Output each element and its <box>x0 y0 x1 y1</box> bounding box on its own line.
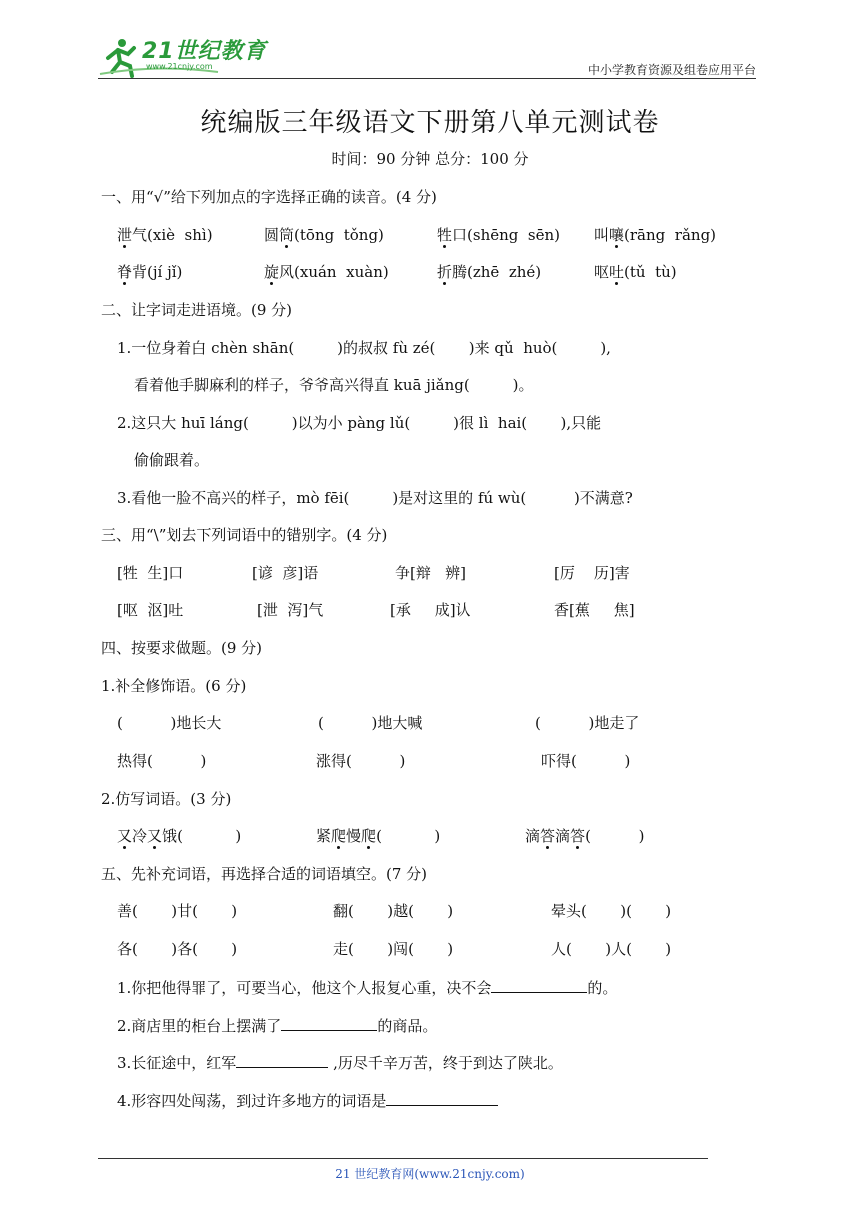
platform-label: 中小学教育资源及组卷应用平台 <box>587 63 756 77</box>
section-4-heading: 四、按要求做题。(9 分) <box>101 639 263 657</box>
logo-url: www.21cnjy.com <box>146 62 213 71</box>
pinyin-item: 叫嚷(rāng rǎng) <box>594 226 717 244</box>
pinyin-item: 泄气(xiè shì) <box>117 226 213 244</box>
sub-question-heading: 1.补全修饰语。(6 分) <box>101 677 247 695</box>
footer-divider <box>98 1158 708 1159</box>
page-title: 统编版三年级语文下册第八单元测试卷 <box>200 108 660 138</box>
question-line: 3.看他一脸不高兴的样子，mò fēi( )是对这里的 fú wù( )不满意? <box>117 489 633 507</box>
pinyin-item: 脊背(jí jǐ) <box>117 263 183 281</box>
fill-sentence: 1.你把他得罪了，可要当心，他这个人报复心重，决不会 的。 <box>117 976 617 998</box>
imitate-item: 紧爬慢爬( ) <box>316 827 441 845</box>
idiom-item: 各( )各( ) <box>117 940 238 958</box>
header-divider <box>98 78 756 79</box>
typo-item: 争[辩 辨] <box>395 564 467 582</box>
fill-item: 热得( ) <box>117 752 207 770</box>
pinyin-item: 呕吐(tǔ tù) <box>594 263 677 281</box>
idiom-item: 善( )甘( ) <box>117 902 238 920</box>
sub-question-heading: 2.仿写词语。(3 分) <box>101 790 232 808</box>
fill-sentence: 2.商店里的柜台上摆满了 的商品。 <box>117 1014 437 1036</box>
question-line: 看着他手脚麻利的样子，爷爷高兴得直 kuā jiǎng( )。 <box>134 376 534 394</box>
typo-item: [牲 生]口 <box>117 564 184 582</box>
fill-item: ( )地走了 <box>535 714 640 732</box>
fill-item: 吓得( ) <box>541 752 631 770</box>
question-line: 偷偷跟着。 <box>134 451 210 469</box>
section-1-heading: 一、用“√”给下列加点的字选择正确的读音。(4 分) <box>101 188 437 206</box>
fill-item: ( )地大喊 <box>318 714 423 732</box>
fill-item: ( )地长大 <box>117 714 222 732</box>
typo-item: [承 成]认 <box>390 601 471 619</box>
section-5-heading: 五、先补充词语，再选择合适的词语填空。(7 分) <box>101 865 428 883</box>
typo-item: [厉 历]害 <box>554 564 630 582</box>
idiom-item: 走( )闯( ) <box>333 940 454 958</box>
fill-sentence: 3.长征途中，红军 ,历尽千辛万苦，终于到达了陕北。 <box>117 1051 563 1073</box>
idiom-item: 晕头( )( ) <box>551 902 672 920</box>
idiom-item: 人( )人( ) <box>551 940 672 958</box>
exam-info: 时间：90 分钟 总分：100 分 <box>331 150 529 168</box>
fill-item: 涨得( ) <box>316 752 406 770</box>
logo-text: 21世纪教育 <box>142 39 267 64</box>
imitate-item: 滴答滴答( ) <box>525 827 645 845</box>
question-line: 1.一位身着白 chèn shān( )的叔叔 fù zé( )来 qǔ huò( ), <box>117 339 611 357</box>
typo-item: [泄 泻]气 <box>257 601 324 619</box>
imitate-item: 又冷又饿( ) <box>117 827 242 845</box>
fill-sentence: 4.形容四处闯荡，到过许多地方的词语是 <box>117 1089 498 1111</box>
typo-item: [呕 沤]吐 <box>117 601 184 619</box>
question-line: 2.这只大 huī láng( )以为小 pàng lǔ( )很 lì hai( ),只能 <box>117 414 602 432</box>
typo-item: [谚 彦]语 <box>252 564 319 582</box>
section-2-heading: 二、让字词走进语境。(9 分) <box>101 301 293 319</box>
pinyin-item: 旋风(xuán xuàn) <box>264 263 389 281</box>
typo-item: 香[蕉 焦] <box>554 601 635 619</box>
footer-link[interactable]: 21 世纪教育网(www.21cnjy.com) <box>335 1167 525 1181</box>
pinyin-item: 折腾(zhē zhé) <box>437 263 542 281</box>
idiom-item: 翻( )越( ) <box>333 902 454 920</box>
pinyin-item: 圆筒(tōng tǒng) <box>264 226 384 244</box>
section-3-heading: 三、用“\”划去下列词语中的错别字。(4 分) <box>101 526 388 544</box>
pinyin-item: 牲口(shēng sēn) <box>437 226 560 244</box>
